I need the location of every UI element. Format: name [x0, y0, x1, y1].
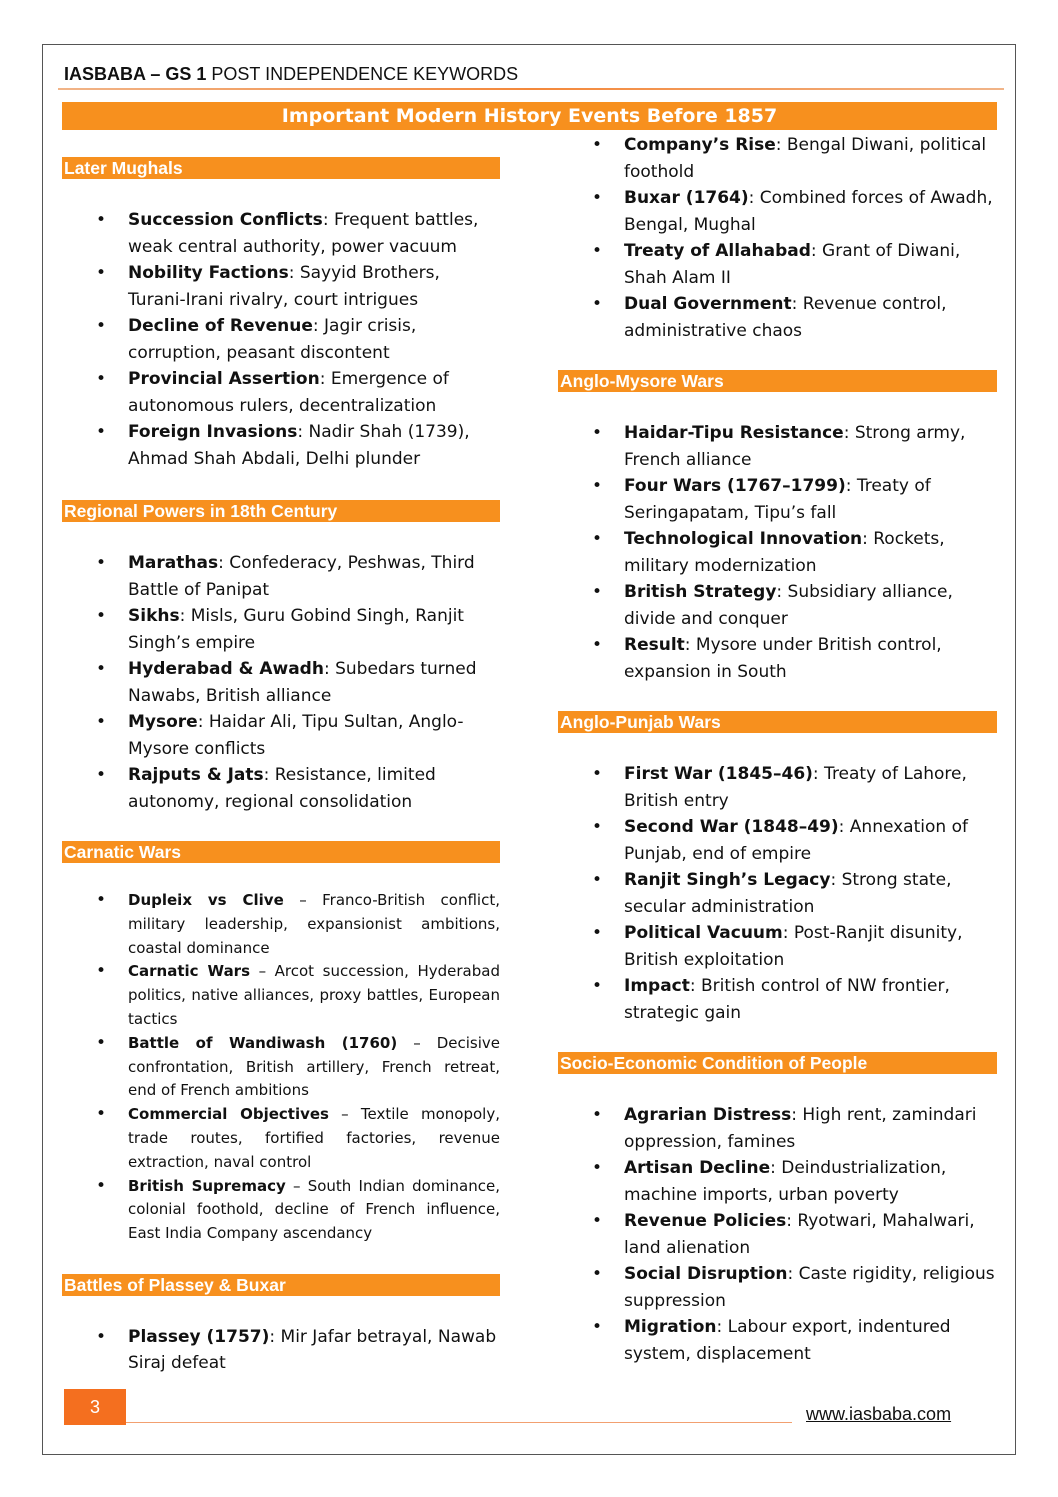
list-item: • Sikhs: Misls, Guru Gobind Singh, Ranjit Singh’s empire [62, 603, 500, 656]
list-item: • Result: Mysore under British control, expansion in South [558, 632, 997, 685]
list-item: • Agrarian Distress: High rent, zamindari oppression, famines [558, 1102, 997, 1155]
right-column [558, 132, 997, 1367]
list-plassey-buxar [62, 1324, 500, 1377]
header-dash: – [145, 64, 166, 84]
list-item: • Carnatic Wars – Arcot succession, Hyderabad politics, native alliances, proxy battles, European tactics [62, 960, 500, 1031]
list-item: • Technological Innovation: Rockets, military modernization [558, 526, 997, 579]
left-column [62, 157, 500, 1377]
website-link[interactable]: www.iasbaba.com [806, 1404, 952, 1424]
list-item: • Rajputs & Jats: Resistance, limited autonomy, regional consolidation [62, 762, 500, 815]
header-divider [58, 88, 1004, 90]
list-item: • Provincial Assertion: Emergence of autonomous rulers, decentralization [62, 366, 500, 419]
list-item: • Ranjit Singh’s Legacy: Strong state, secular administration [558, 867, 997, 920]
section-heading-plassey-buxar: Battles of Plassey & Buxar [62, 1274, 500, 1296]
list-item: • Battle of Wandiwash (1760) – Decisive confrontation, British artillery, French retreat, end of French ambitions [62, 1032, 500, 1103]
page-number: 3 [64, 1389, 126, 1425]
list-item: • Company’s Rise: Bengal Diwani, political foothold [558, 132, 997, 185]
list-item: • Buxar (1764): Combined forces of Awadh, Bengal, Mughal [558, 185, 997, 238]
list-item: • Revenue Policies: Ryotwari, Mahalwari, land alienation [558, 1208, 997, 1261]
section-heading-later-mughals: Later Mughals [62, 157, 500, 179]
list-item: • Haidar-Tipu Resistance: Strong army, French alliance [558, 420, 997, 473]
section-heading-anglo-mysore: Anglo-Mysore Wars [558, 370, 997, 392]
list-item: • Political Vacuum: Post-Ranjit disunity, British exploitation [558, 920, 997, 973]
list-item: • British Supremacy – South Indian dominance, colonial foothold, decline of French influence, East India Company ascendancy [62, 1175, 500, 1246]
list-item: • British Strategy: Subsidiary alliance, divide and conquer [558, 579, 997, 632]
list-item: • First War (1845–46): Treaty of Lahore, British entry [558, 761, 997, 814]
list-item: • Succession Conflicts: Frequent battles, weak central authority, power vacuum [62, 207, 500, 260]
list-item: • Commercial Objectives – Textile monopoly, trade routes, fortified factories, revenue extraction, naval control [62, 1103, 500, 1174]
list-later-mughals [62, 207, 500, 472]
section-heading-regional-powers: Regional Powers in 18th Century [62, 500, 500, 522]
brand-name: IASBABA [64, 64, 146, 84]
page-title: Important Modern History Events Before 1857 [62, 102, 997, 130]
list-item: • Decline of Revenue: Jagir crisis, corruption, peasant discontent [62, 313, 500, 366]
list-item: • Migration: Labour export, indentured system, displacement [558, 1314, 997, 1367]
section-heading-socio-economic: Socio-Economic Condition of People [558, 1052, 997, 1074]
list-item: • Mysore: Haidar Ali, Tipu Sultan, Anglo-Mysore conflicts [62, 709, 500, 762]
list-socio-economic [558, 1102, 997, 1367]
list-item: • Hyderabad & Awadh: Subedars turned Nawabs, British alliance [62, 656, 500, 709]
list-item: • Artisan Decline: Deindustrialization, machine imports, urban poverty [558, 1155, 997, 1208]
header-subject: GS 1 [165, 64, 207, 84]
list-item: • Plassey (1757): Mir Jafar betrayal, Nawab Siraj defeat [62, 1324, 500, 1377]
section-heading-carnatic-wars: Carnatic Wars [62, 841, 500, 863]
header-title [64, 64, 518, 85]
list-item: • Four Wars (1767–1799): Treaty of Seringapatam, Tipu’s fall [558, 473, 997, 526]
list-item: • Dual Government: Revenue control, administrative chaos [558, 291, 997, 344]
list-anglo-punjab [558, 761, 997, 1026]
list-item: • Treaty of Allahabad: Grant of Diwani, Shah Alam II [558, 238, 997, 291]
footer-divider [126, 1422, 792, 1423]
section-heading-anglo-punjab: Anglo-Punjab Wars [558, 711, 997, 733]
list-item: • Impact: British control of NW frontier, strategic gain [558, 973, 997, 1026]
list-anglo-mysore [558, 420, 997, 685]
list-regional-powers [62, 550, 500, 815]
list-carnatic-wars [62, 889, 500, 1246]
list-item: • Social Disruption: Caste rigidity, religious suppression [558, 1261, 997, 1314]
list-item: • Dupleix vs Clive – Franco-British conflict, military leadership, expansionist ambitions, coastal dominance [62, 889, 500, 960]
list-plassey-buxar-continued [558, 132, 997, 344]
list-item: • Second War (1848–49): Annexation of Punjab, end of empire [558, 814, 997, 867]
list-item: • Nobility Factions: Sayyid Brothers, Turani-Irani rivalry, court intrigues [62, 260, 500, 313]
header-text: POST INDEPENDENCE KEYWORDS [206, 64, 519, 84]
list-item: • Marathas: Confederacy, Peshwas, Third Battle of Panipat [62, 550, 500, 603]
list-item: • Foreign Invasions: Nadir Shah (1739), Ahmad Shah Abdali, Delhi plunder [62, 419, 500, 472]
